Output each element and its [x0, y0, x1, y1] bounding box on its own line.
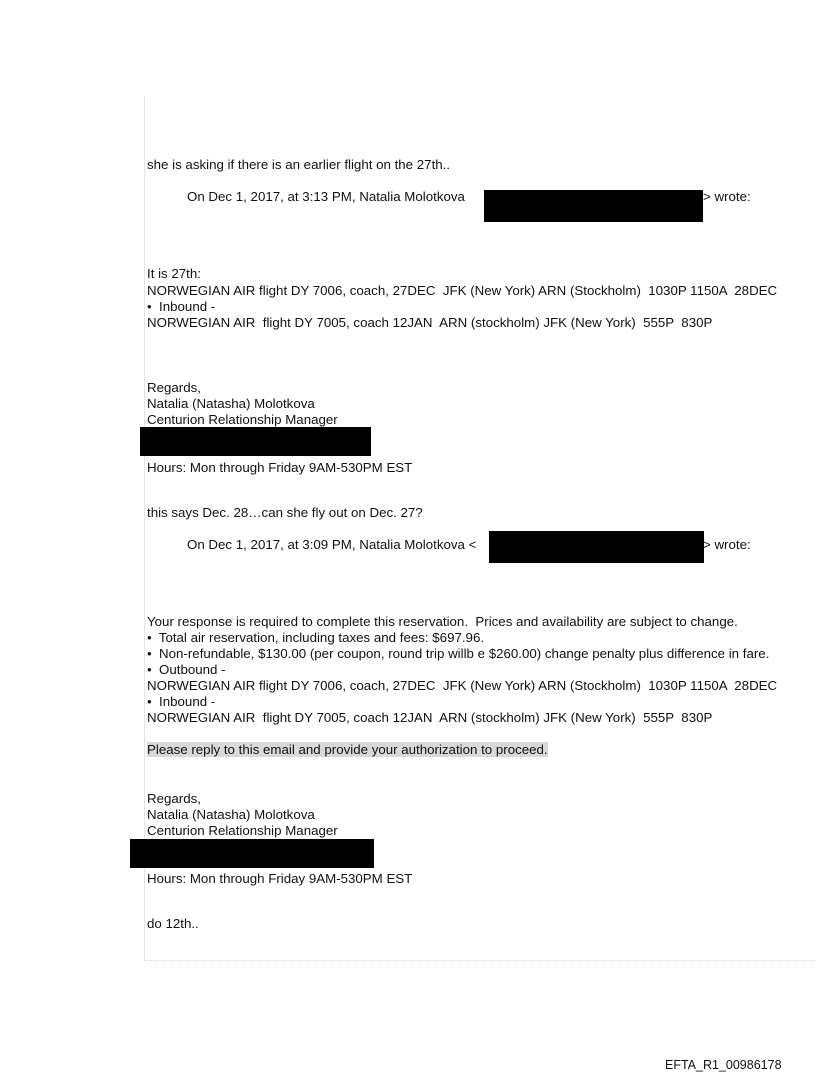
quote-border-left: [144, 96, 145, 961]
msg2-outbound-flight: NORWEGIAN AIR flight DY 7006, coach, 27DEC JFK (New York) ARN (Stockholm) 1030P 1150A 28DEC: [147, 678, 778, 693]
sig1-title: Centurion Relationship Manager: [147, 412, 338, 427]
msg2-nonrefundable: • Non-refundable, $130.00 (per coupon, round trip willb e $260.00) change penalty plus difference in fare.: [147, 646, 770, 661]
document-id: EFTA_R1_00986178: [665, 1058, 782, 1072]
msg2-response-required: Your response is required to complete this reservation. Prices and availability are subject to change.: [147, 614, 738, 629]
msg1-inbound-label: • Inbound -: [147, 299, 216, 314]
msg1-inbound-flight: NORWEGIAN AIR flight DY 7005, coach 12JAN ARN (stockholm) JFK (New York) 555P 830P: [147, 315, 713, 330]
msg2-outbound-label: • Outbound -: [147, 662, 226, 677]
sig2-hours: Hours: Mon through Friday 9AM-530PM EST: [147, 871, 413, 886]
sig2-name: Natalia (Natasha) Molotkova: [147, 807, 315, 822]
redaction-email-2: [489, 531, 704, 563]
msg2-inbound-flight: NORWEGIAN AIR flight DY 7005, coach 12JAN ARN (stockholm) JFK (New York) 555P 830P: [147, 710, 713, 725]
reply-header-1-prefix: On Dec 1, 2017, at 3:13 PM, Natalia Molotkova: [187, 189, 469, 204]
redaction-phone-2: [130, 839, 374, 868]
msg2-please-reply: [147, 742, 548, 758]
msg1-outbound-flight: NORWEGIAN AIR flight DY 7006, coach, 27DEC JFK (New York) ARN (Stockholm) 1030P 1150A 28DEC: [147, 283, 778, 298]
closing-line: do 12th..: [147, 916, 199, 931]
earlier-flight-question: she is asking if there is an earlier flight on the 27th..: [147, 157, 451, 172]
sig1-regards: Regards,: [147, 380, 201, 395]
redaction-email-1: [484, 190, 703, 222]
dec28-question: this says Dec. 28…can she fly out on Dec. 27?: [147, 505, 423, 520]
sig2-regards: Regards,: [147, 791, 201, 806]
msg1-intro: It is 27th:: [147, 266, 201, 281]
reply-header-1-suffix: > wrote:: [703, 189, 751, 204]
reply-header-2-suffix: > wrote:: [703, 537, 751, 552]
quote-border-bottom: [144, 960, 816, 961]
reply-header-2-prefix: On Dec 1, 2017, at 3:09 PM, Natalia Molotkova <: [187, 537, 477, 552]
highlighted-text: Please reply to this email and provide your authorization to proceed.: [147, 742, 548, 757]
redaction-phone-1: [140, 427, 371, 456]
sig2-title: Centurion Relationship Manager: [147, 823, 338, 838]
msg2-total: • Total air reservation, including taxes and fees: $697.96.: [147, 630, 485, 645]
sig1-name: Natalia (Natasha) Molotkova: [147, 396, 315, 411]
msg2-inbound-label: • Inbound -: [147, 694, 216, 709]
sig1-hours: Hours: Mon through Friday 9AM-530PM EST: [147, 460, 413, 475]
